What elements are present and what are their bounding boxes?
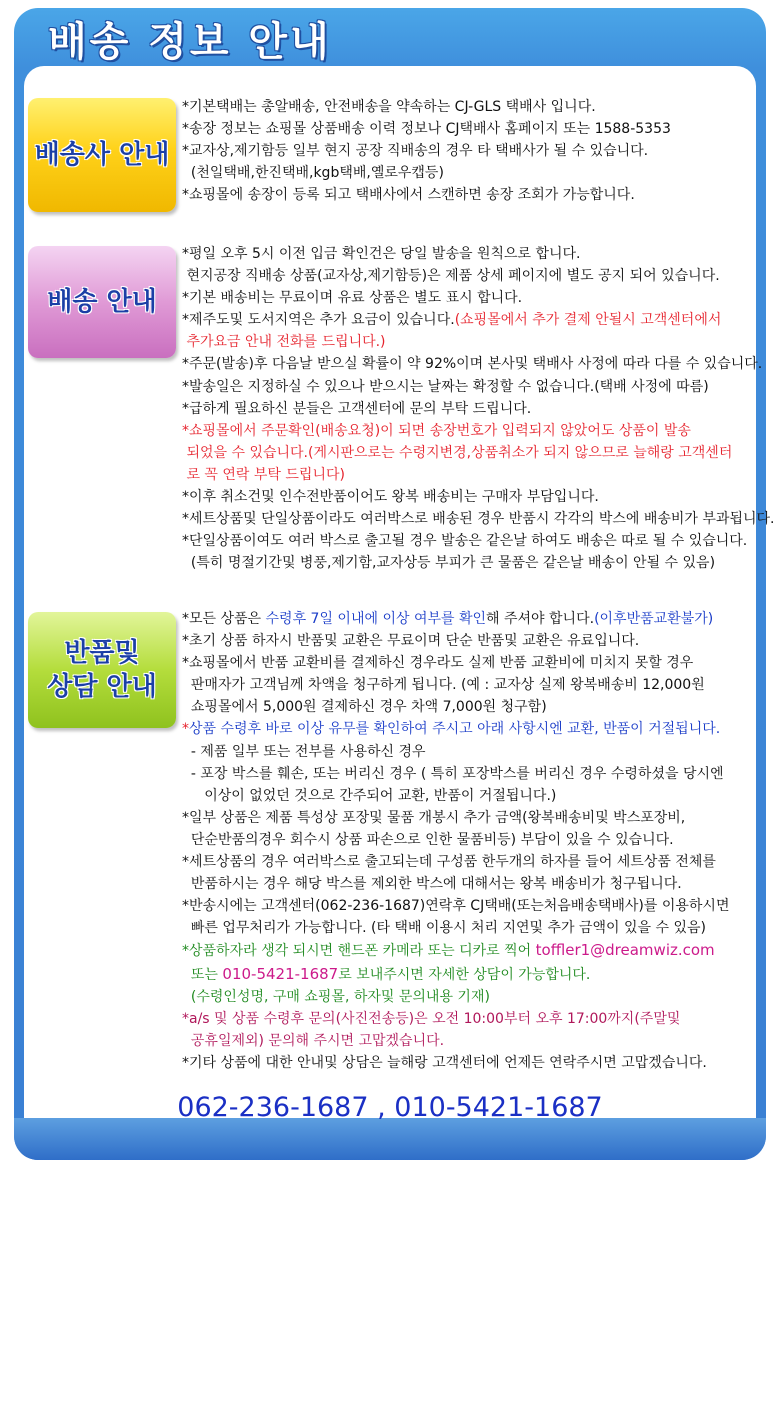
info-line <box>182 741 729 763</box>
text-segment: *a/s 및 상품 수령후 문의(사진전송등)은 오전 10:00부터 오후 17:00까지(주말및 <box>182 1010 681 1027</box>
info-line <box>182 398 774 420</box>
info-line <box>182 530 774 552</box>
text-segment: *모든 상품은 <box>182 611 266 627</box>
text-segment: (특히 명절기간및 병풍,제기함,교자상등 부피가 큰 물품은 같은날 배송이 안될 수 있음) <box>182 555 716 572</box>
info-line <box>182 353 774 375</box>
text-segment: 이상이 없었던 것으로 간주되어 교환, 반품이 거절됩니다.) <box>182 787 557 804</box>
badge-delivery-info <box>28 246 176 358</box>
text-segment: *쇼핑몰에 송장이 등록 되고 택배사에서 스캔하면 송장 조회가 가능합니다. <box>182 187 635 204</box>
text-segment: 로 보내주시면 자세한 상담이 가능합니다. <box>338 966 591 983</box>
info-line <box>182 829 729 851</box>
text-segment: (천일택배,한진택배,kgb택배,옐로우캡등) <box>182 165 444 182</box>
section-return-text <box>182 608 729 1074</box>
info-line <box>182 287 774 309</box>
info-line <box>182 851 729 873</box>
text-segment: (쇼핑몰에서 추가 결제 안될시 고객센터에서 <box>454 312 722 329</box>
info-line <box>182 552 774 574</box>
text-segment: *기타 상품에 대한 안내및 상담은 늘해랑 고객센터에 언제든 연락주시면 고맙겠습니다. <box>182 1054 707 1071</box>
text-segment: *세트상품및 단일상품이라도 여러박스로 배송된 경우 반품시 각각의 박스에 배송비가 부과됩니다. <box>182 511 775 528</box>
info-line <box>182 1008 729 1030</box>
text-segment: *반송시에는 고객센터(062-236-1687)연락후 CJ택배(또는처음배송택배사)를 이용하시면 <box>182 898 730 915</box>
text-segment: toffler1@dreamwiz.com <box>535 941 715 960</box>
info-line <box>182 986 729 1008</box>
text-segment: 로 꼭 연락 부탁 드립니다) <box>182 466 345 483</box>
info-line <box>182 1030 729 1052</box>
info-line <box>182 486 774 508</box>
info-line <box>182 785 729 807</box>
badge-label: 배송 안내 <box>47 287 157 317</box>
text-segment: (수령인성명, 구매 쇼핑몰, 하자및 문의내용 기재) <box>182 988 490 1005</box>
info-line <box>182 508 774 530</box>
text-segment: - 제품 일부 또는 전부를 사용하신 경우 <box>182 743 426 760</box>
info-line <box>182 963 729 986</box>
info-line <box>182 464 774 486</box>
info-line <box>182 895 729 917</box>
text-segment: *쇼핑몰에서 주문확인(배송요청)이 되면 송장번호가 입력되지 않았어도 상품이 발송 <box>182 422 691 439</box>
text-segment: *쇼핑몰에서 반품 교환비를 결제하신 경우라도 실제 반품 교환비에 미치지 못할 경우 <box>182 655 694 672</box>
text-segment: *주문(발송)후 다음날 받으실 확률이 약 92%이며 본사및 택배사 사정에 따라 다를 수 있습니다. <box>182 356 763 373</box>
text-segment: *급하게 필요하신 분들은 고객센터에 문의 부탁 드립니다. <box>182 400 532 417</box>
info-line <box>182 873 729 895</box>
text-segment: *교자상,제기함등 일부 현지 공장 직배송의 경우 타 택배사가 될 수 있습니다. <box>182 143 649 160</box>
contact-phone-numbers: 062-236-1687 , 010-5421-1687 <box>177 1092 603 1123</box>
info-line <box>182 96 671 118</box>
text-segment: *제주도및 도서지역은 추가 요금이 있습니다. <box>182 312 455 329</box>
badge-label-line-2: 상담 안내 <box>47 672 157 702</box>
text-segment: *발송일은 지정하실 수 있으나 받으시는 날짜는 확정할 수 없습니다.(택배 사정에 따름) <box>182 378 709 395</box>
info-line <box>182 309 774 331</box>
text-segment: *송장 정보는 쇼핑몰 상품배송 이력 정보나 CJ택배사 홈페이지 또는 1588-5353 <box>182 121 671 138</box>
badge-label-line-1: 반품및 <box>64 638 140 668</box>
text-segment: 단순반품의경우 회수시 상품 파손으로 인한 물품비등) 부담이 있을 수 있습니다. <box>182 831 674 848</box>
info-line <box>182 630 729 652</box>
badge-return-consult-info <box>28 612 176 728</box>
text-segment: *평일 오후 5시 이전 입금 확인건은 당일 발송을 원칙으로 합니다. <box>182 246 581 262</box>
info-line <box>182 140 671 162</box>
text-segment: 해 주셔야 합니다. <box>486 611 595 627</box>
info-line <box>182 763 729 785</box>
text-segment: *상품하자라 생각 되시면 핸드폰 카메라 또는 디카로 찍어 <box>182 943 536 960</box>
text-segment: - 포장 박스를 훼손, 또는 버리신 경우 ( 특히 포장박스를 버리신 경우 수령하셨을 당시엔 <box>182 765 724 782</box>
info-line <box>182 442 774 464</box>
info-line <box>182 243 774 265</box>
section-courier-text <box>182 96 671 206</box>
text-segment: * <box>182 721 189 738</box>
text-segment: 현지공장 직배송 상품(교자상,제기함등)은 제품 상세 페이지에 별도 공지 되어 있습니다. <box>182 268 720 285</box>
page-title: 배송 정보 안내 <box>48 19 332 65</box>
text-segment: 판매자가 고객님께 차액을 청구하게 됩니다. (예 : 교자상 실제 왕복배송비 12,000원 <box>182 677 705 694</box>
text-segment: 공휴일제외) 문의해 주시면 고맙겠습니다. <box>182 1032 445 1049</box>
info-line <box>182 420 774 442</box>
text-segment: 되었을 수 있습니다.(게시판으로는 수령지변경,상품취소가 되지 않으므로 늘해랑 고객센터 <box>182 444 733 461</box>
badge-label: 배송사 안내 <box>34 140 170 170</box>
info-line <box>182 652 729 674</box>
text-segment: 상품 수령후 바로 이상 유무를 확인하여 주시고 아래 사항시엔 교환, 반품이 거절됩니다. <box>189 721 721 738</box>
info-line <box>182 696 729 718</box>
info-line <box>182 807 729 829</box>
text-segment: (이후반품교환불가) <box>594 611 714 627</box>
text-segment: *기본 배송비는 무료이며 유료 상품은 별도 표시 합니다. <box>182 290 523 307</box>
text-segment: *세트상품의 경우 여러박스로 출고되는데 구성품 한두개의 하자를 들어 세트상품 전체를 <box>182 854 716 871</box>
text-segment: 반품하시는 경우 해당 박스를 제외한 박스에 대해서는 왕복 배송비가 청구됩니다. <box>182 876 682 893</box>
info-line <box>182 674 729 696</box>
info-line <box>182 162 671 184</box>
text-segment: *일부 상품은 제품 특성상 포장및 물품 개봉시 추가 금액(왕복배송비및 박스포장비, <box>182 809 686 826</box>
text-segment: *기본택배는 총알배송, 안전배송을 약속하는 CJ-GLS 택배사 입니다. <box>182 99 596 115</box>
info-line <box>182 718 729 740</box>
badge-courier-info <box>28 98 176 212</box>
text-segment: *초기 상품 하자시 반품및 교환은 무료이며 단순 반품및 교환은 유료입니다. <box>182 633 640 650</box>
text-segment: 추가요금 안내 전화를 드립니다.) <box>182 334 386 351</box>
section-delivery-text <box>182 243 774 574</box>
text-segment: 쇼핑몰에서 5,000원 결제하신 경우 차액 7,000원 청구함) <box>182 699 547 716</box>
info-line <box>182 608 729 630</box>
text-segment: 수령후 7일 이내에 이상 여부를 확인 <box>265 611 487 627</box>
info-line <box>182 917 729 939</box>
info-line <box>182 939 729 962</box>
text-segment: 또는 <box>182 966 223 983</box>
text-segment: *단일상품이여도 여러 박스로 출고될 경우 발송은 같은날 하여도 배송은 따로 될 수 있습니다. <box>182 533 748 550</box>
bottom-band <box>14 1118 766 1160</box>
info-line <box>182 184 671 206</box>
info-line <box>182 331 774 353</box>
text-segment: 010-5421-1687 <box>222 964 339 983</box>
info-line <box>182 118 671 140</box>
info-line <box>182 265 774 287</box>
info-line <box>182 376 774 398</box>
text-segment: *이후 취소건및 인수전반품이어도 왕복 배송비는 구매자 부담입니다. <box>182 489 599 506</box>
info-line <box>182 1052 729 1074</box>
text-segment: 빠른 업무처리가 가능합니다. (타 택배 이용시 처리 지연및 추가 금액이 있을 수 있음) <box>182 920 706 937</box>
